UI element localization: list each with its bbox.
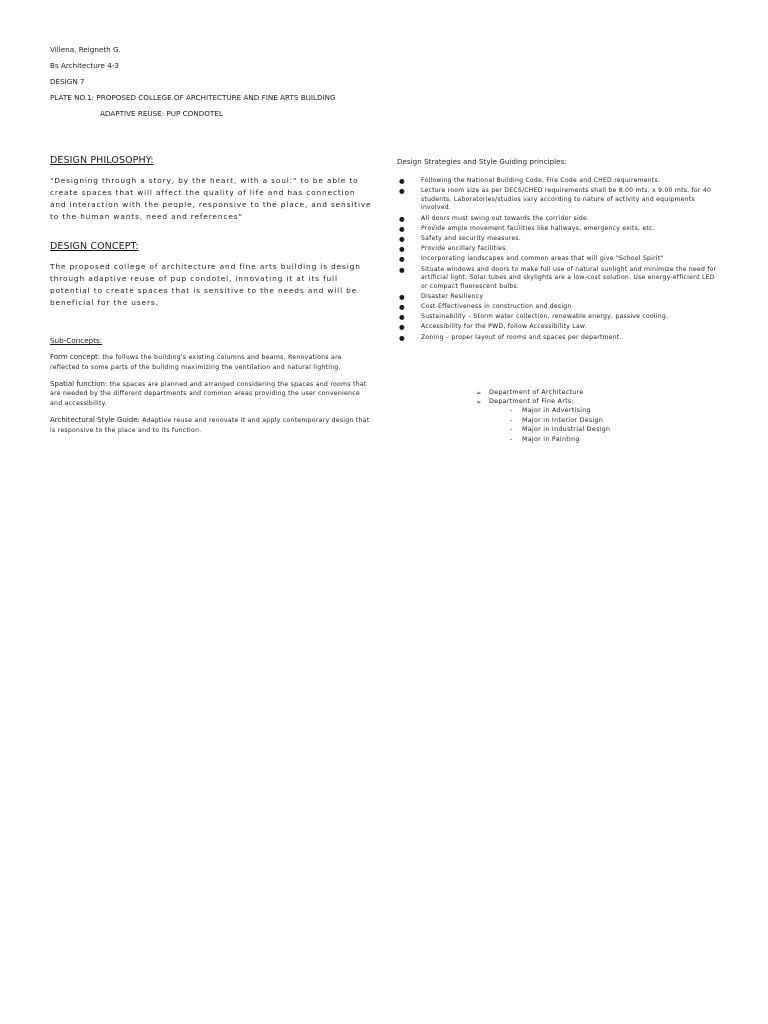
- list-item: [397, 313, 722, 322]
- list-item: [397, 334, 722, 343]
- philosophy-text: "Designing through a story, by the heart, with a soul:" to be able to create spaces that will affect the quality of life and has connection and interaction with the people, responsive to the place, and sensitive to the human wants, need and references": [50, 176, 372, 221]
- strategy-text: Sustainability – Storm water collection, renewable energy, passive cooling.: [421, 313, 669, 321]
- bullet-icon: ●: [399, 333, 405, 342]
- list-item: [397, 303, 722, 312]
- strategy-text: Incorporating landscapes and common areas that will give "School Spirit": [421, 255, 664, 263]
- right-column: [397, 158, 722, 344]
- bullet-icon: ●: [399, 177, 405, 185]
- bullet-icon: ●: [399, 214, 405, 223]
- major-name: Major in Interior Design: [522, 416, 604, 424]
- list-item: [397, 215, 722, 224]
- department-name: Department of Fine Arts:: [489, 397, 574, 405]
- arrow-bullet-icon: ➢: [476, 389, 482, 397]
- bullet-icon: ●: [399, 265, 405, 274]
- strategies-list: [397, 177, 722, 342]
- strategy-text: Zoning – proper layout of rooms and spaces per department.: [421, 333, 622, 341]
- strategy-text: Disaster Resiliency: [421, 292, 484, 300]
- bullet-icon: ●: [399, 255, 405, 264]
- bullet-icon: ●: [399, 292, 405, 301]
- dash-bullet: -: [510, 435, 513, 443]
- major-name: Major in Advertising: [522, 407, 591, 414]
- concept-title: DESIGN CONCEPT:: [50, 241, 139, 252]
- list-item: [397, 255, 722, 264]
- list-item: [476, 425, 726, 435]
- major-name: Major in Painting: [522, 435, 580, 443]
- sub-concept-text: the spaces are planned and arranged considering the spaces and rooms that are needed by the different departments and common areas providing the user convenience and accessibility.: [50, 380, 367, 408]
- major-name: Major in Industrial Design: [522, 426, 611, 434]
- list-item: [476, 389, 726, 398]
- left-column: [50, 155, 372, 443]
- list-item: [397, 177, 722, 186]
- dash-bullet: -: [510, 407, 513, 414]
- list-item: [397, 293, 722, 302]
- subject-label: DESIGN 7: [50, 77, 85, 86]
- sub-concepts-title: Sub-Concepts:: [50, 336, 103, 345]
- bullet-icon: ●: [399, 234, 405, 243]
- sub-concept-style-guide: [50, 416, 372, 436]
- strategy-text: Provide ancillary facilities.: [421, 245, 508, 253]
- arrow-bullet-icon: ➢: [476, 397, 482, 406]
- sub-concept-text: the follows the building's existing columns and beams. Renovations are reflected to some parts of the building maximizing the ventilation and natural lighting.: [50, 354, 342, 371]
- bullet-icon: ●: [399, 224, 405, 233]
- strategy-text: Safety and security measures.: [421, 234, 522, 242]
- philosophy-title: DESIGN PHILOSOPHY:: [50, 155, 154, 166]
- course-section: Bs Architecture 4-3: [50, 61, 119, 70]
- list-item: [397, 187, 722, 213]
- bullet-icon: ●: [399, 187, 405, 196]
- bullet-icon: ●: [399, 303, 405, 312]
- strategy-text: Following the National Building Code, Fire Code and CHED requirements.: [421, 177, 661, 184]
- author-name: Villena, Reigneth G.: [50, 45, 121, 54]
- sub-concept-label: Spatial function:: [50, 379, 108, 388]
- strategy-text: Situate windows and doors to make full use of natural sunlight and minimize the need for artificial light. Solar tubes and skylights are a low-cost solution. Use energy-efficient LED or compact fluorescent bulbs.: [421, 265, 717, 290]
- bullet-icon: ●: [399, 323, 405, 332]
- sub-concept-label: Architectural Style Guide:: [50, 415, 140, 424]
- list-item: [476, 416, 726, 426]
- list-item: [397, 245, 722, 254]
- dash-bullet: -: [510, 426, 513, 434]
- concept-text: The proposed college of architecture and fine arts building is design through adaptive reuse of pup condotel, innovating it at its full potential to create spaces that is sensitive to the needs and will be beneficial for the users.: [50, 262, 361, 307]
- department-name: Department of Architecture: [489, 389, 584, 396]
- list-item: [476, 398, 726, 407]
- plate-title: PLATE NO.1: PROPOSED COLLEGE OF ARCHITECTURE AND FINE ARTS BUILDING: [50, 93, 336, 102]
- strategy-text: Accessibility for the PWD, follow Accessibility Law.: [421, 323, 587, 331]
- plate-subtitle: ADAPTIVE REUSE: PUP CONDOTEL: [100, 109, 223, 118]
- strategy-text: Provide ample movement facilities like hallways, emergency exits, etc.: [421, 224, 655, 232]
- list-item: [397, 235, 722, 244]
- sub-concept-spatial: [50, 380, 372, 409]
- sub-concept-text: Adaptive reuse and renovate it and apply contemporary design that is responsive to the place and to its function.: [50, 416, 370, 434]
- bullet-icon: ●: [399, 313, 405, 322]
- strategies-title: Design Strategies and Style Guiding principles:: [397, 158, 567, 166]
- list-item: [397, 266, 722, 292]
- strategy-text: Lecture room size as per DECS/CHED requirements shall be 8.00 mts. x 9.00 mts. for 40 students. Laboratories/studios vary according to nature of activity and equipments involved.: [421, 187, 712, 212]
- sub-concept-label: Form concept:: [50, 353, 101, 361]
- strategy-text: All doors must swing out towards the corridor side.: [421, 214, 590, 222]
- sub-concept-form: [50, 353, 372, 373]
- strategy-text: Cost-Effectiveness in construction and design: [421, 303, 572, 311]
- list-item: [397, 225, 722, 234]
- bullet-icon: ●: [399, 245, 405, 254]
- departments-list: [476, 389, 726, 444]
- list-item: [476, 435, 726, 445]
- list-item: [476, 406, 726, 416]
- dash-bullet: -: [510, 416, 513, 424]
- list-item: [397, 323, 722, 332]
